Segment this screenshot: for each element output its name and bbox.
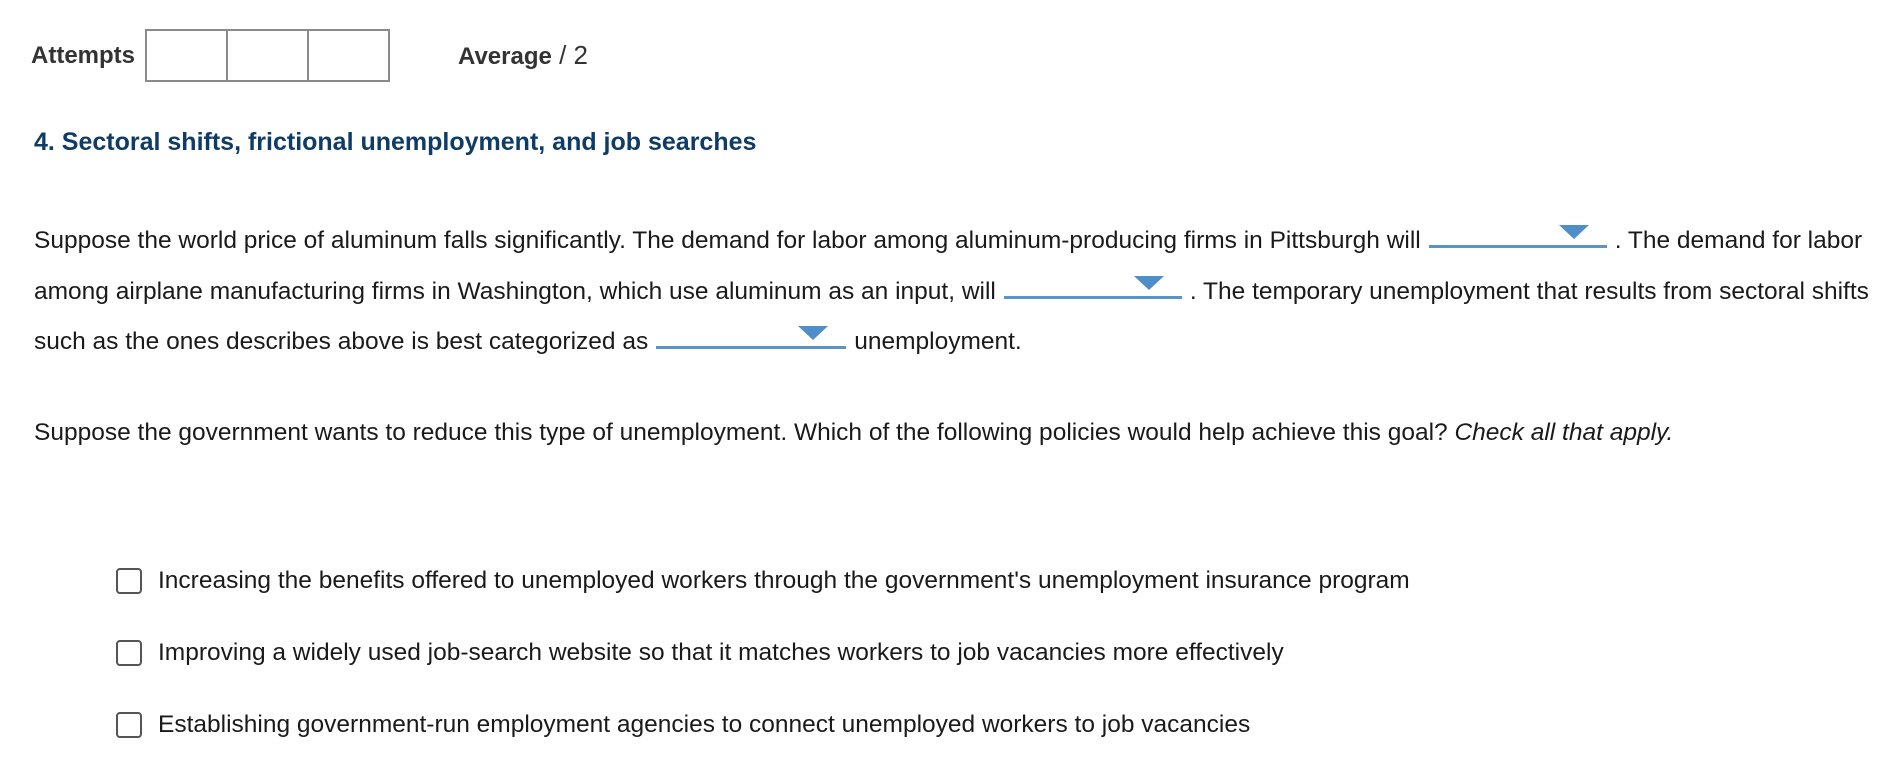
option-label: Improving a widely used job-search website so that it matches workers to job vacancies more effectively: [158, 639, 1284, 666]
dropdown-arrow-icon: [1559, 225, 1589, 239]
average-max: 2: [573, 40, 588, 70]
paragraph-text: . The temporary unemployment that results from sectoral shifts such as the ones describes above is best categorized as: [34, 277, 1869, 355]
average-separator: /: [551, 40, 574, 70]
attempt-box-2: [228, 31, 309, 80]
question-title: 4. Sectoral shifts, frictional unemployment, and job searches: [34, 128, 757, 156]
check-all-instruction: Check all that apply.: [1454, 419, 1674, 446]
dropdown-arrow-icon: [1134, 276, 1164, 290]
policy-option-1[interactable]: [116, 545, 1410, 617]
policy-option-3[interactable]: [116, 689, 1410, 761]
washington-demand-dropdown[interactable]: [1004, 266, 1182, 299]
unemployment-type-dropdown[interactable]: [656, 316, 846, 349]
option-label: Establishing government-run employment agencies to connect unemployed workers to job vacancies: [158, 711, 1251, 738]
checkbox[interactable]: [116, 640, 142, 666]
checkbox[interactable]: [116, 712, 142, 738]
attempt-boxes: [145, 29, 390, 82]
checkbox[interactable]: [116, 568, 142, 594]
pittsburgh-demand-dropdown[interactable]: [1429, 215, 1607, 248]
policy-option-2[interactable]: [116, 617, 1410, 689]
attempt-box-1: [147, 31, 228, 80]
paragraph-text: . The demand for labor among airplane manufacturing firms in Washington, which use aluminum as an input, will: [34, 227, 1863, 305]
question-paragraph-1: [34, 215, 1890, 367]
dropdown-arrow-icon: [798, 326, 828, 340]
paragraph-text: Suppose the government wants to reduce this type of unemployment. Which of the following policies would help achieve this goal?: [34, 419, 1448, 446]
paragraph-text: unemployment.: [854, 328, 1022, 355]
policy-options-list: [116, 545, 1410, 761]
option-label: Increasing the benefits offered to unemployed workers through the government's unemployment insurance program: [158, 567, 1410, 594]
paragraph-text: Suppose the world price of aluminum falls significantly. The demand for labor among aluminum-producing firms in Pittsburgh will: [34, 227, 1421, 254]
attempt-box-3: [309, 31, 388, 80]
average-score: [458, 40, 588, 71]
attempts-bar: [31, 29, 588, 82]
attempts-label: Attempts: [31, 41, 136, 69]
average-label: Average: [458, 43, 552, 70]
question-paragraph-2: [34, 409, 1890, 458]
